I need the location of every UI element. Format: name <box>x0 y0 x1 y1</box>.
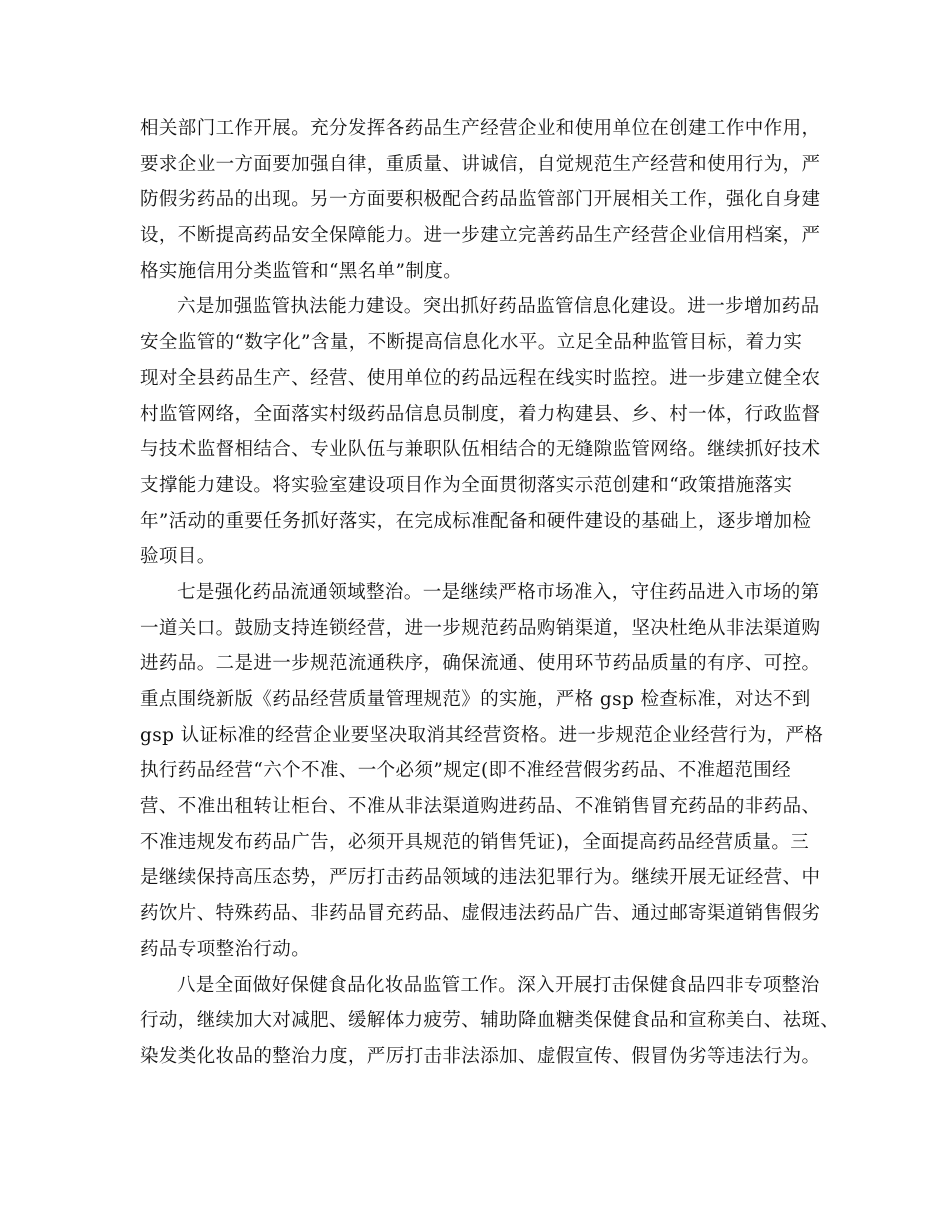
text-line: 一道关口。鼓励支持连锁经营，进一步规范药品购销渠道，坚决杜绝从非法渠道购 <box>140 617 821 639</box>
text-line: 是继续保持高压态势，严厉打击药品领域的违法犯罪行为。继续开展无证经营、中 <box>140 867 821 889</box>
paragraph <box>140 289 826 575</box>
text-line: 现对全县药品生产、经营、使用单位的药品远程在线实时监控。进一步建立健全农 <box>140 367 821 389</box>
text-line: 不准违规发布药品广告，必须开具规范的销售凭证)，全面提高药品经营质量。三 <box>140 831 810 853</box>
text-line: 六是加强监管执法能力建设。突出抓好药品监管信息化建设。进一步增加药品 <box>177 296 820 318</box>
paragraph <box>140 575 826 968</box>
text-line: 行动，继续加大对减肥、缓解体力疲劳、辅助降血糖类保健食品和宣称美白、祛斑、 <box>140 1010 840 1032</box>
text-line: 进药品。二是进一步规范流通秩序，确保流通、使用环节药品质量的有序、可控。 <box>140 653 821 675</box>
text-line: 支撑能力建设。将实验室建设项目作为全面贯彻落实示范创建和“政策措施落实 <box>140 474 793 496</box>
text-line: 防假劣药品的出现。另一方面要积极配合药品监管部门开展相关工作，强化自身建 <box>140 189 821 211</box>
text-line: 格实施信用分类监管和“黑名单”制度。 <box>140 260 463 282</box>
paragraph <box>140 968 840 1075</box>
document-body <box>140 111 840 1075</box>
text-line: 村监管网络，全面落实村级药品信息员制度，着力构建县、乡、村一体，行政监督 <box>140 403 821 425</box>
text-line: 要求企业一方面要加强自律，重质量、讲诚信，自觉规范生产经营和使用行为，严 <box>140 153 821 175</box>
text-line: 染发类化妆品的整治力度，严厉打击非法添加、虚假宣传、假冒伪劣等违法行为。 <box>140 1045 821 1067</box>
paragraph <box>140 111 826 289</box>
text-line: 与技术监督相结合、专业队伍与兼职队伍相结合的无缝隙监管网络。继续抓好技术 <box>140 439 821 461</box>
text-line: gsp 认证标准的经营企业要坚决取消其经营资格。进一步规范企业经营行为，严格 <box>140 724 824 746</box>
text-line: 重点围绕新版《药品经营质量管理规范》的实施，严格 gsp 检查标准，对达不到 <box>140 689 811 710</box>
text-line: 营、不准出租转让柜台、不准从非法渠道购进药品、不准销售冒充药品的非药品、 <box>140 796 821 818</box>
text-line: 药品专项整治行动。 <box>140 938 311 960</box>
text-line: 药饮片、特殊药品、非药品冒充药品、虚假违法药品广告、通过邮寄渠道销售假劣 <box>140 903 821 925</box>
text-line: 设，不断提高药品安全保障能力。进一步建立完善药品生产经营企业信用档案，严 <box>140 225 821 247</box>
text-line: 相关部门工作开展。充分发挥各药品生产经营企业和使用单位在创建工作中作用， <box>140 118 821 139</box>
text-line: 执行药品经营“六个不准、一个必须”规定(即不准经营假劣药品、不准超范围经 <box>140 760 792 782</box>
text-line: 八是全面做好保健食品化妆品监管工作。深入开展打击保健食品四非专项整治 <box>177 974 820 996</box>
text-line: 年”活动的重要任务抓好落实，在完成标准配备和硬件建设的基础上，逐步增加检 <box>140 510 812 532</box>
text-line: 七是强化药品流通领域整治。一是继续严格市场准入，守住药品进入市场的第 <box>177 581 820 603</box>
text-line: 验项目。 <box>140 546 216 568</box>
text-line: 安全监管的“数字化”含量，不断提高信息化水平。立足全品种监管目标，着力实 <box>140 332 803 354</box>
